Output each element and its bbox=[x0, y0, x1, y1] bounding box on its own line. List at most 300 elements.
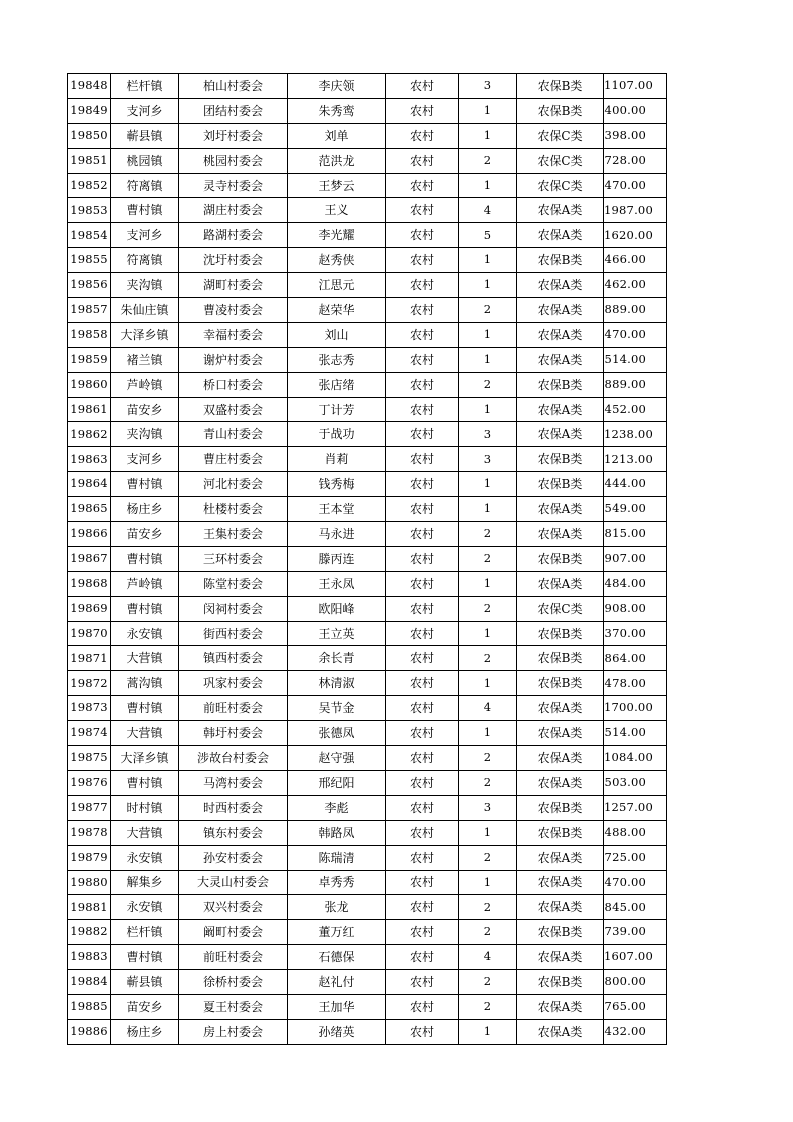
village-committee-cell: 巩家村委会 bbox=[179, 671, 288, 696]
area-type-cell: 农村 bbox=[386, 696, 459, 721]
insurance-category-cell: 农保B类 bbox=[517, 248, 604, 273]
table-row bbox=[68, 298, 667, 323]
insurance-category-cell: 农保A类 bbox=[517, 298, 604, 323]
amount-cell: 765.00 bbox=[604, 994, 667, 1019]
insurance-category-cell: 农保C类 bbox=[517, 173, 604, 198]
household-count-cell: 1 bbox=[459, 571, 517, 596]
area-type-cell: 农村 bbox=[386, 372, 459, 397]
table-row bbox=[68, 970, 667, 995]
name-cell: 张德凤 bbox=[288, 721, 386, 746]
table-row bbox=[68, 994, 667, 1019]
name-cell: 李光耀 bbox=[288, 223, 386, 248]
record-id: 19881 bbox=[68, 895, 111, 920]
household-count-cell: 2 bbox=[459, 845, 517, 870]
amount-cell: 728.00 bbox=[604, 148, 667, 173]
town-cell: 永安镇 bbox=[111, 845, 179, 870]
area-type-cell: 农村 bbox=[386, 920, 459, 945]
area-type-cell: 农村 bbox=[386, 123, 459, 148]
area-type-cell: 农村 bbox=[386, 173, 459, 198]
name-cell: 张志秀 bbox=[288, 347, 386, 372]
record-id: 19868 bbox=[68, 571, 111, 596]
table-row bbox=[68, 397, 667, 422]
table-row bbox=[68, 671, 667, 696]
insurance-category-cell: 农保A类 bbox=[517, 571, 604, 596]
household-count-cell: 2 bbox=[459, 372, 517, 397]
record-id: 19852 bbox=[68, 173, 111, 198]
records-table-body bbox=[68, 74, 667, 1045]
household-count-cell: 1 bbox=[459, 671, 517, 696]
insurance-category-cell: 农保C类 bbox=[517, 596, 604, 621]
town-cell: 杨庄乡 bbox=[111, 1019, 179, 1044]
record-id: 19865 bbox=[68, 497, 111, 522]
household-count-cell: 3 bbox=[459, 795, 517, 820]
record-id: 19866 bbox=[68, 522, 111, 547]
town-cell: 蒿沟镇 bbox=[111, 671, 179, 696]
record-id: 19875 bbox=[68, 746, 111, 771]
town-cell: 支河乡 bbox=[111, 98, 179, 123]
village-committee-cell: 前旺村委会 bbox=[179, 696, 288, 721]
record-id: 19878 bbox=[68, 820, 111, 845]
amount-cell: 907.00 bbox=[604, 546, 667, 571]
table-row bbox=[68, 273, 667, 298]
table-row bbox=[68, 870, 667, 895]
record-id: 19884 bbox=[68, 970, 111, 995]
household-count-cell: 2 bbox=[459, 298, 517, 323]
town-cell: 大泽乡镇 bbox=[111, 322, 179, 347]
area-type-cell: 农村 bbox=[386, 795, 459, 820]
insurance-category-cell: 农保A类 bbox=[517, 696, 604, 721]
insurance-category-cell: 农保A类 bbox=[517, 746, 604, 771]
town-cell: 夹沟镇 bbox=[111, 422, 179, 447]
town-cell: 曹村镇 bbox=[111, 472, 179, 497]
town-cell: 支河乡 bbox=[111, 447, 179, 472]
household-count-cell: 2 bbox=[459, 970, 517, 995]
village-committee-cell: 曹凌村委会 bbox=[179, 298, 288, 323]
village-committee-cell: 幸福村委会 bbox=[179, 322, 288, 347]
area-type-cell: 农村 bbox=[386, 447, 459, 472]
record-id: 19848 bbox=[68, 74, 111, 99]
area-type-cell: 农村 bbox=[386, 148, 459, 173]
name-cell: 孙绪英 bbox=[288, 1019, 386, 1044]
insurance-category-cell: 农保A类 bbox=[517, 198, 604, 223]
household-count-cell: 2 bbox=[459, 895, 517, 920]
village-committee-cell: 马湾村委会 bbox=[179, 770, 288, 795]
town-cell: 解集乡 bbox=[111, 870, 179, 895]
town-cell: 蕲县镇 bbox=[111, 970, 179, 995]
village-committee-cell: 陈堂村委会 bbox=[179, 571, 288, 596]
name-cell: 朱秀鸾 bbox=[288, 98, 386, 123]
village-committee-cell: 谢炉村委会 bbox=[179, 347, 288, 372]
amount-cell: 370.00 bbox=[604, 621, 667, 646]
household-count-cell: 2 bbox=[459, 596, 517, 621]
table-row bbox=[68, 148, 667, 173]
household-count-cell: 4 bbox=[459, 945, 517, 970]
area-type-cell: 农村 bbox=[386, 870, 459, 895]
record-id: 19855 bbox=[68, 248, 111, 273]
name-cell: 钱秀梅 bbox=[288, 472, 386, 497]
village-committee-cell: 镇西村委会 bbox=[179, 646, 288, 671]
insurance-category-cell: 农保B类 bbox=[517, 621, 604, 646]
village-committee-cell: 三环村委会 bbox=[179, 546, 288, 571]
area-type-cell: 农村 bbox=[386, 522, 459, 547]
name-cell: 林清淑 bbox=[288, 671, 386, 696]
area-type-cell: 农村 bbox=[386, 596, 459, 621]
name-cell: 刘山 bbox=[288, 322, 386, 347]
name-cell: 张龙 bbox=[288, 895, 386, 920]
household-count-cell: 5 bbox=[459, 223, 517, 248]
village-committee-cell: 刘圩村委会 bbox=[179, 123, 288, 148]
household-count-cell: 1 bbox=[459, 347, 517, 372]
household-count-cell: 1 bbox=[459, 248, 517, 273]
household-count-cell: 2 bbox=[459, 646, 517, 671]
household-count-cell: 1 bbox=[459, 621, 517, 646]
town-cell: 苗安乡 bbox=[111, 522, 179, 547]
name-cell: 邢纪阳 bbox=[288, 770, 386, 795]
insurance-category-cell: 农保A类 bbox=[517, 497, 604, 522]
record-id: 19864 bbox=[68, 472, 111, 497]
town-cell: 苗安乡 bbox=[111, 397, 179, 422]
insurance-category-cell: 农保A类 bbox=[517, 522, 604, 547]
name-cell: 欧阳峰 bbox=[288, 596, 386, 621]
table-row bbox=[68, 322, 667, 347]
amount-cell: 503.00 bbox=[604, 770, 667, 795]
table-row bbox=[68, 422, 667, 447]
village-committee-cell: 大灵山村委会 bbox=[179, 870, 288, 895]
area-type-cell: 农村 bbox=[386, 497, 459, 522]
household-count-cell: 2 bbox=[459, 546, 517, 571]
village-committee-cell: 杜楼村委会 bbox=[179, 497, 288, 522]
village-committee-cell: 青山村委会 bbox=[179, 422, 288, 447]
household-count-cell: 1 bbox=[459, 273, 517, 298]
name-cell: 吴节金 bbox=[288, 696, 386, 721]
village-committee-cell: 前旺村委会 bbox=[179, 945, 288, 970]
town-cell: 曹村镇 bbox=[111, 945, 179, 970]
area-type-cell: 农村 bbox=[386, 621, 459, 646]
town-cell: 永安镇 bbox=[111, 895, 179, 920]
table-row bbox=[68, 820, 667, 845]
area-type-cell: 农村 bbox=[386, 895, 459, 920]
amount-cell: 470.00 bbox=[604, 870, 667, 895]
table-row bbox=[68, 546, 667, 571]
household-count-cell: 4 bbox=[459, 198, 517, 223]
village-committee-cell: 桃园村委会 bbox=[179, 148, 288, 173]
name-cell: 董万红 bbox=[288, 920, 386, 945]
household-count-cell: 2 bbox=[459, 522, 517, 547]
name-cell: 赵秀侠 bbox=[288, 248, 386, 273]
amount-cell: 484.00 bbox=[604, 571, 667, 596]
table-row bbox=[68, 248, 667, 273]
insurance-category-cell: 农保A类 bbox=[517, 347, 604, 372]
record-id: 19885 bbox=[68, 994, 111, 1019]
name-cell: 王立英 bbox=[288, 621, 386, 646]
area-type-cell: 农村 bbox=[386, 298, 459, 323]
town-cell: 朱仙庄镇 bbox=[111, 298, 179, 323]
town-cell: 符离镇 bbox=[111, 173, 179, 198]
amount-cell: 889.00 bbox=[604, 372, 667, 397]
table-row bbox=[68, 74, 667, 99]
amount-cell: 466.00 bbox=[604, 248, 667, 273]
insurance-category-cell: 农保B类 bbox=[517, 546, 604, 571]
record-id: 19849 bbox=[68, 98, 111, 123]
area-type-cell: 农村 bbox=[386, 994, 459, 1019]
amount-cell: 488.00 bbox=[604, 820, 667, 845]
table-row bbox=[68, 223, 667, 248]
town-cell: 芦岭镇 bbox=[111, 571, 179, 596]
village-committee-cell: 徐桥村委会 bbox=[179, 970, 288, 995]
area-type-cell: 农村 bbox=[386, 98, 459, 123]
household-count-cell: 2 bbox=[459, 770, 517, 795]
household-count-cell: 4 bbox=[459, 696, 517, 721]
household-count-cell: 1 bbox=[459, 820, 517, 845]
name-cell: 范洪龙 bbox=[288, 148, 386, 173]
record-id: 19880 bbox=[68, 870, 111, 895]
record-id: 19870 bbox=[68, 621, 111, 646]
insurance-category-cell: 农保B类 bbox=[517, 970, 604, 995]
name-cell: 赵荣华 bbox=[288, 298, 386, 323]
town-cell: 栏杆镇 bbox=[111, 920, 179, 945]
town-cell: 苗安乡 bbox=[111, 994, 179, 1019]
town-cell: 大营镇 bbox=[111, 721, 179, 746]
town-cell: 曹村镇 bbox=[111, 770, 179, 795]
village-committee-cell: 灵寺村委会 bbox=[179, 173, 288, 198]
town-cell: 曹村镇 bbox=[111, 546, 179, 571]
town-cell: 支河乡 bbox=[111, 223, 179, 248]
town-cell: 曹村镇 bbox=[111, 596, 179, 621]
record-id: 19872 bbox=[68, 671, 111, 696]
name-cell: 余长青 bbox=[288, 646, 386, 671]
name-cell: 王义 bbox=[288, 198, 386, 223]
insurance-category-cell: 农保A类 bbox=[517, 223, 604, 248]
record-id: 19850 bbox=[68, 123, 111, 148]
amount-cell: 889.00 bbox=[604, 298, 667, 323]
insurance-category-cell: 农保A类 bbox=[517, 322, 604, 347]
insurance-category-cell: 农保A类 bbox=[517, 1019, 604, 1044]
record-id: 19854 bbox=[68, 223, 111, 248]
household-count-cell: 1 bbox=[459, 123, 517, 148]
table-row bbox=[68, 571, 667, 596]
table-row bbox=[68, 646, 667, 671]
amount-cell: 432.00 bbox=[604, 1019, 667, 1044]
amount-cell: 452.00 bbox=[604, 397, 667, 422]
area-type-cell: 农村 bbox=[386, 472, 459, 497]
amount-cell: 514.00 bbox=[604, 721, 667, 746]
insurance-category-cell: 农保B类 bbox=[517, 671, 604, 696]
record-id: 19860 bbox=[68, 372, 111, 397]
table-row bbox=[68, 372, 667, 397]
record-id: 19886 bbox=[68, 1019, 111, 1044]
record-id: 19851 bbox=[68, 148, 111, 173]
village-committee-cell: 柏山村委会 bbox=[179, 74, 288, 99]
area-type-cell: 农村 bbox=[386, 671, 459, 696]
name-cell: 于战功 bbox=[288, 422, 386, 447]
village-committee-cell: 湖町村委会 bbox=[179, 273, 288, 298]
insurance-category-cell: 农保A类 bbox=[517, 770, 604, 795]
name-cell: 陈瑞清 bbox=[288, 845, 386, 870]
name-cell: 刘单 bbox=[288, 123, 386, 148]
record-id: 19877 bbox=[68, 795, 111, 820]
area-type-cell: 农村 bbox=[386, 546, 459, 571]
name-cell: 王本堂 bbox=[288, 497, 386, 522]
name-cell: 王梦云 bbox=[288, 173, 386, 198]
insurance-category-cell: 农保A类 bbox=[517, 945, 604, 970]
village-committee-cell: 桥口村委会 bbox=[179, 372, 288, 397]
household-count-cell: 2 bbox=[459, 148, 517, 173]
amount-cell: 815.00 bbox=[604, 522, 667, 547]
amount-cell: 1987.00 bbox=[604, 198, 667, 223]
town-cell: 符离镇 bbox=[111, 248, 179, 273]
table-row bbox=[68, 472, 667, 497]
record-id: 19867 bbox=[68, 546, 111, 571]
amount-cell: 1213.00 bbox=[604, 447, 667, 472]
insurance-category-cell: 农保A类 bbox=[517, 870, 604, 895]
amount-cell: 1607.00 bbox=[604, 945, 667, 970]
table-row bbox=[68, 770, 667, 795]
village-committee-cell: 街西村委会 bbox=[179, 621, 288, 646]
village-committee-cell: 闵祠村委会 bbox=[179, 596, 288, 621]
record-id: 19862 bbox=[68, 422, 111, 447]
name-cell: 江思元 bbox=[288, 273, 386, 298]
table-row bbox=[68, 347, 667, 372]
name-cell: 王加华 bbox=[288, 994, 386, 1019]
insurance-category-cell: 农保C类 bbox=[517, 148, 604, 173]
record-id: 19856 bbox=[68, 273, 111, 298]
amount-cell: 470.00 bbox=[604, 173, 667, 198]
name-cell: 韩路凤 bbox=[288, 820, 386, 845]
household-count-cell: 2 bbox=[459, 920, 517, 945]
amount-cell: 800.00 bbox=[604, 970, 667, 995]
table-row bbox=[68, 98, 667, 123]
table-row bbox=[68, 746, 667, 771]
village-committee-cell: 双盛村委会 bbox=[179, 397, 288, 422]
record-id: 19861 bbox=[68, 397, 111, 422]
name-cell: 马永进 bbox=[288, 522, 386, 547]
name-cell: 李庆领 bbox=[288, 74, 386, 99]
record-id: 19882 bbox=[68, 920, 111, 945]
village-committee-cell: 韩圩村委会 bbox=[179, 721, 288, 746]
table-row bbox=[68, 198, 667, 223]
area-type-cell: 农村 bbox=[386, 322, 459, 347]
name-cell: 石德保 bbox=[288, 945, 386, 970]
village-committee-cell: 房上村委会 bbox=[179, 1019, 288, 1044]
insurance-category-cell: 农保B类 bbox=[517, 98, 604, 123]
village-committee-cell: 河北村委会 bbox=[179, 472, 288, 497]
household-count-cell: 1 bbox=[459, 173, 517, 198]
household-count-cell: 3 bbox=[459, 447, 517, 472]
table-row bbox=[68, 596, 667, 621]
town-cell: 大营镇 bbox=[111, 646, 179, 671]
town-cell: 蕲县镇 bbox=[111, 123, 179, 148]
amount-cell: 444.00 bbox=[604, 472, 667, 497]
area-type-cell: 农村 bbox=[386, 571, 459, 596]
area-type-cell: 农村 bbox=[386, 223, 459, 248]
amount-cell: 739.00 bbox=[604, 920, 667, 945]
household-count-cell: 2 bbox=[459, 746, 517, 771]
amount-cell: 1107.00 bbox=[604, 74, 667, 99]
insurance-category-cell: 农保B类 bbox=[517, 795, 604, 820]
table-row bbox=[68, 522, 667, 547]
household-count-cell: 3 bbox=[459, 74, 517, 99]
table-row bbox=[68, 845, 667, 870]
village-committee-cell: 时西村委会 bbox=[179, 795, 288, 820]
amount-cell: 549.00 bbox=[604, 497, 667, 522]
name-cell: 赵守强 bbox=[288, 746, 386, 771]
village-committee-cell: 夏王村委会 bbox=[179, 994, 288, 1019]
area-type-cell: 农村 bbox=[386, 74, 459, 99]
insurance-category-cell: 农保A类 bbox=[517, 273, 604, 298]
amount-cell: 908.00 bbox=[604, 596, 667, 621]
village-committee-cell: 孙安村委会 bbox=[179, 845, 288, 870]
insurance-category-cell: 农保A类 bbox=[517, 721, 604, 746]
town-cell: 杨庄乡 bbox=[111, 497, 179, 522]
table-row bbox=[68, 895, 667, 920]
village-committee-cell: 团结村委会 bbox=[179, 98, 288, 123]
village-committee-cell: 沈圩村委会 bbox=[179, 248, 288, 273]
amount-cell: 1238.00 bbox=[604, 422, 667, 447]
household-count-cell: 1 bbox=[459, 397, 517, 422]
town-cell: 曹村镇 bbox=[111, 198, 179, 223]
area-type-cell: 农村 bbox=[386, 970, 459, 995]
household-count-cell: 1 bbox=[459, 497, 517, 522]
record-id: 19871 bbox=[68, 646, 111, 671]
name-cell: 卓秀秀 bbox=[288, 870, 386, 895]
village-committee-cell: 阚町村委会 bbox=[179, 920, 288, 945]
area-type-cell: 农村 bbox=[386, 273, 459, 298]
village-committee-cell: 路湖村委会 bbox=[179, 223, 288, 248]
area-type-cell: 农村 bbox=[386, 422, 459, 447]
amount-cell: 1620.00 bbox=[604, 223, 667, 248]
village-committee-cell: 曹庄村委会 bbox=[179, 447, 288, 472]
record-id: 19857 bbox=[68, 298, 111, 323]
insurance-category-cell: 农保B类 bbox=[517, 920, 604, 945]
record-id: 19863 bbox=[68, 447, 111, 472]
table-row bbox=[68, 696, 667, 721]
amount-cell: 514.00 bbox=[604, 347, 667, 372]
town-cell: 桃园镇 bbox=[111, 148, 179, 173]
insurance-category-cell: 农保B类 bbox=[517, 820, 604, 845]
name-cell: 王永凤 bbox=[288, 571, 386, 596]
area-type-cell: 农村 bbox=[386, 1019, 459, 1044]
village-committee-cell: 镇东村委会 bbox=[179, 820, 288, 845]
town-cell: 曹村镇 bbox=[111, 696, 179, 721]
town-cell: 大泽乡镇 bbox=[111, 746, 179, 771]
insurance-category-cell: 农保B类 bbox=[517, 447, 604, 472]
area-type-cell: 农村 bbox=[386, 945, 459, 970]
insurance-category-cell: 农保A类 bbox=[517, 895, 604, 920]
name-cell: 张店绪 bbox=[288, 372, 386, 397]
insurance-category-cell: 农保B类 bbox=[517, 372, 604, 397]
insurance-category-cell: 农保B类 bbox=[517, 646, 604, 671]
household-count-cell: 1 bbox=[459, 322, 517, 347]
records-table bbox=[67, 73, 667, 1045]
area-type-cell: 农村 bbox=[386, 646, 459, 671]
table-row bbox=[68, 1019, 667, 1044]
amount-cell: 864.00 bbox=[604, 646, 667, 671]
area-type-cell: 农村 bbox=[386, 770, 459, 795]
household-count-cell: 1 bbox=[459, 1019, 517, 1044]
table-row bbox=[68, 721, 667, 746]
area-type-cell: 农村 bbox=[386, 397, 459, 422]
record-id: 19859 bbox=[68, 347, 111, 372]
insurance-category-cell: 农保A类 bbox=[517, 422, 604, 447]
household-count-cell: 1 bbox=[459, 98, 517, 123]
amount-cell: 398.00 bbox=[604, 123, 667, 148]
insurance-category-cell: 农保A类 bbox=[517, 994, 604, 1019]
amount-cell: 462.00 bbox=[604, 273, 667, 298]
area-type-cell: 农村 bbox=[386, 746, 459, 771]
area-type-cell: 农村 bbox=[386, 845, 459, 870]
record-id: 19853 bbox=[68, 198, 111, 223]
household-count-cell: 1 bbox=[459, 721, 517, 746]
